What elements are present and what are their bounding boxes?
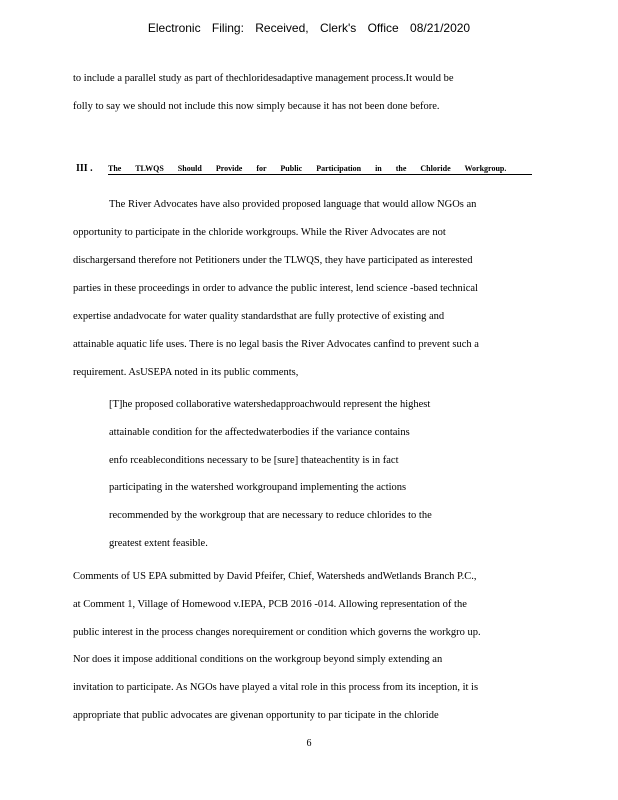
text-line: requirement. AsUSEPA noted in its public comments, <box>73 367 299 378</box>
section-number: III . <box>76 163 93 174</box>
text-line: at Comment 1, Village of Homewood v.IEPA, PCB 2016 -014. Allowing representation of the <box>73 599 467 610</box>
quote-line: attainable condition for the affectedwaterbodies if the variance contains <box>109 427 410 438</box>
quote-line: participating in the watershed workgroupand implementing the actions <box>109 482 407 493</box>
page-number: 6 <box>306 738 312 749</box>
text-line: The River Advocates have also provided proposed language that would allow NGOs an <box>109 199 477 210</box>
text-line: dischargersand therefore not Petitioners under the TLWQS, they have participated as interested <box>73 255 473 266</box>
text-line: appropriate that public advocates are givenan opportunity to par ticipate in the chloride <box>73 710 439 721</box>
text-line: Comments of US EPA submitted by David Pfeifer, Chief, Watersheds andWetlands Branch P.C., <box>73 571 477 582</box>
section-title: The TLWQS Should Provide for Public Participation in the Chloride Workgroup. <box>108 164 532 175</box>
text-line: attainable aquatic life uses. There is no legal basis the River Advocates canfind to prevent such a <box>73 339 479 350</box>
text-line: invitation to participate. As NGOs have played a vital role in this process from its inception, it is <box>73 682 479 693</box>
text-line: parties in these proceedings in order to advance the public interest, lend science -based technical <box>73 283 478 294</box>
text-line: expertise andadvocate for water quality standardsthat are fully protective of existing and <box>73 311 445 322</box>
text-line: to include a parallel study as part of thechloridesadaptive management process.It would be <box>73 73 454 84</box>
text-line: public interest in the process changes norequirement or condition which governs the workgro up. <box>73 627 481 638</box>
quote-line: greatest extent feasible. <box>109 538 208 549</box>
text-line: folly to say we should not include this now simply because it has not been done before. <box>73 101 440 112</box>
quote-line: [T]he proposed collaborative watershedapproachwould represent the highest <box>109 399 431 410</box>
quote-line: recommended by the workgroup that are necessary to reduce chlorides to the <box>109 510 432 521</box>
text-line: opportunity to participate in the chloride workgroups. While the River Advocates are not <box>73 227 446 238</box>
quote-line: enfo rceableconditions necessary to be [sure] thateachentity is in fact <box>109 455 399 466</box>
text-line: Nor does it impose additional conditions on the workgroup beyond simply extending an <box>73 654 443 665</box>
filing-header: Electronic Filing: Received, Clerk's Office 08/21/2020 <box>147 21 471 35</box>
